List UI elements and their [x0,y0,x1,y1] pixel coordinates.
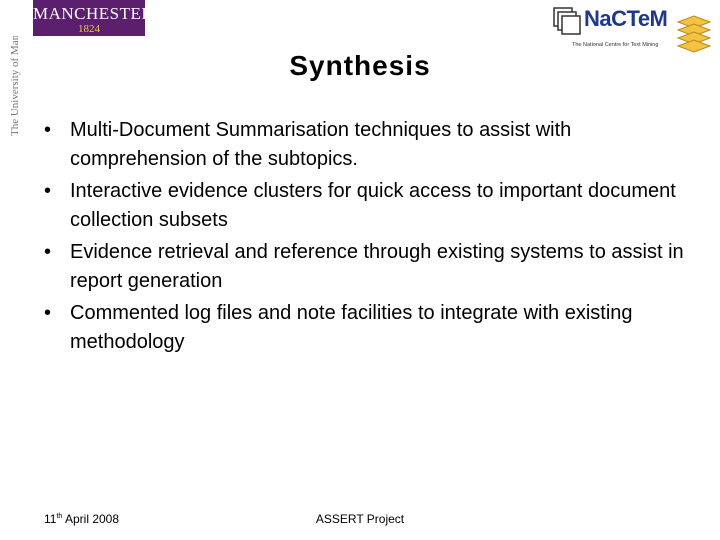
manchester-logo [33,0,154,36]
bullet-text: Commented log files and note facilities to integrate with existing methodology [70,302,633,353]
footer-project: ASSERT Project [315,512,405,526]
footer-date-suffix: th [56,513,63,520]
bullet-item [44,177,684,235]
nactem-logo [552,6,712,56]
bullet-icon: • [44,241,52,263]
nactem-tagline: The National Centre for Text Mining [572,42,659,48]
nactem-squares-icon [552,6,584,38]
bullet-icon: • [44,180,52,202]
university-vertical-text: The University of Manchester [9,36,21,136]
footer-date-day: 11 [44,512,57,526]
nactem-wordmark: NaCTeM [584,6,668,31]
bullet-item [44,116,684,174]
bullet-icon: • [44,302,52,324]
manchester-logo-year: 1824 [78,23,100,35]
nactem-stack-icon [674,14,714,54]
bullet-item [44,299,684,357]
footer-date-rest: April 2008 [62,512,120,526]
bullet-text: Interactive evidence clusters for quick access to important document collection subsets [70,180,676,231]
footer-date [44,512,119,526]
bullet-text: Multi-Document Summarisation techniques to assist with comprehension of the subtopics. [70,119,572,170]
bullet-icon: • [44,119,52,141]
manchester-logo-name: MANCHESTER [33,4,154,23]
bullet-list [44,116,684,360]
bullet-text: Evidence retrieval and reference through existing systems to assist in report generation [70,241,684,292]
bullet-item [44,238,684,296]
slide-title: Synthesis [289,50,431,81]
